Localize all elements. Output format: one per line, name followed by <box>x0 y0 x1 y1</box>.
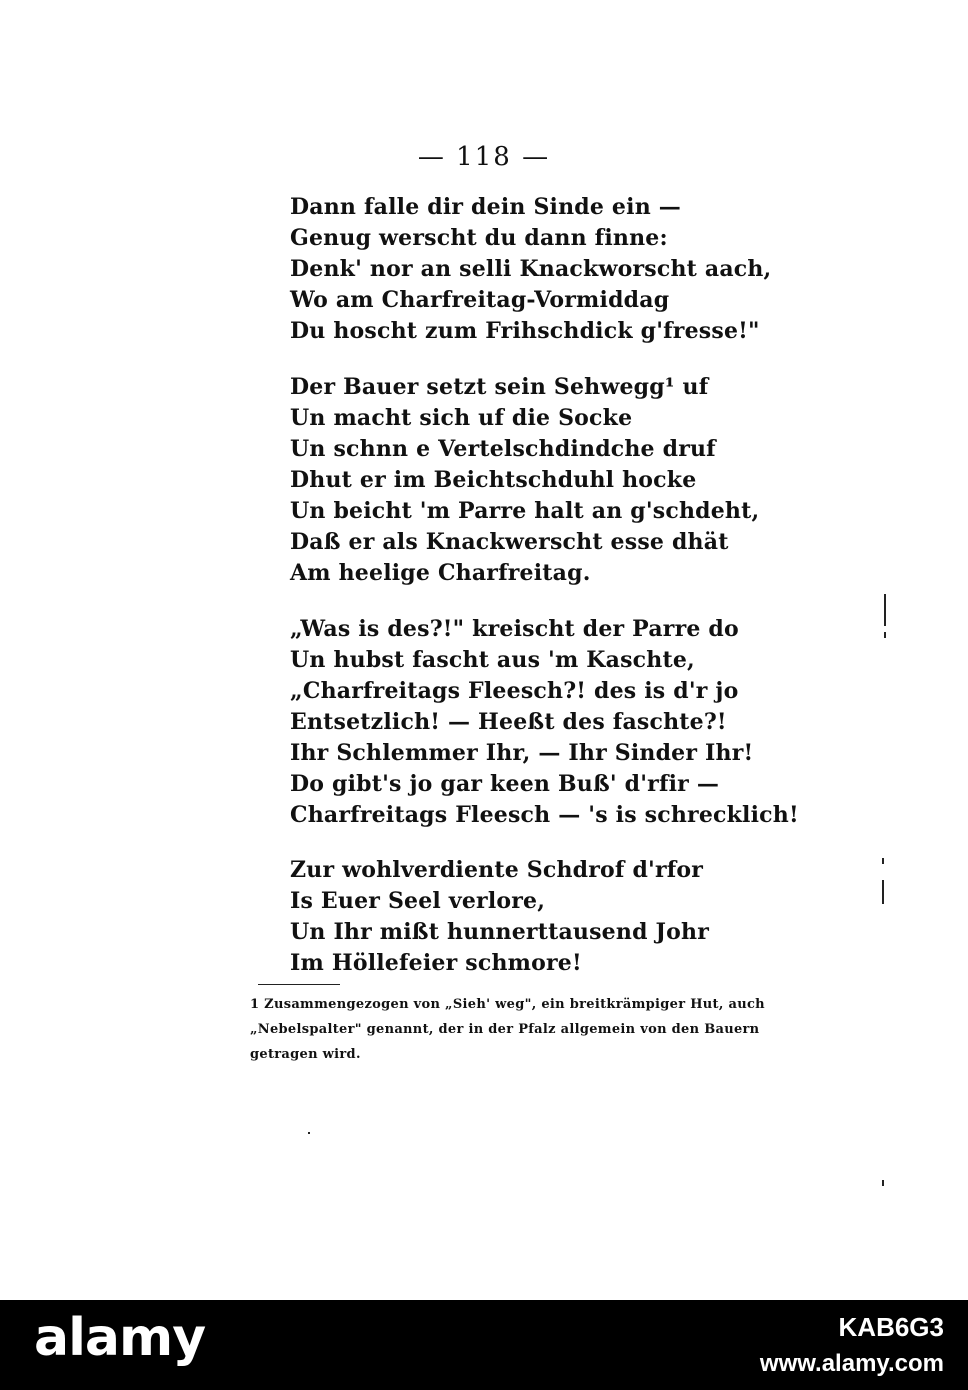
verse-line: Daß er als Knackwerscht esse dhät <box>290 529 729 555</box>
verse-line: Do gibt's jo gar keen Buß' d'rfir — <box>290 771 720 797</box>
verse-line: Genug werscht du dann finne: <box>290 225 668 251</box>
stanza-1 <box>290 192 771 347</box>
verse-line: Un hubst fascht aus 'm Kaschte, <box>290 647 695 673</box>
footnote-line: getragen wird. <box>250 1047 361 1062</box>
verse-line: Am heelige Charfreitag. <box>290 560 591 586</box>
footnote-line: „Nebelspalter" genannt, der in der Pfalz allgemein von den Bauern <box>250 1022 760 1037</box>
page-number: — 118 — <box>417 142 551 172</box>
footnote <box>250 992 768 1067</box>
scan-artifact-mark <box>882 880 884 904</box>
verse-line: Un schnn e Vertelschdindche druf <box>290 436 716 462</box>
verse-line: „Was is des?!" kreischt der Parre do <box>290 616 739 642</box>
verse-line: Un macht sich uf die Socke <box>290 405 633 431</box>
scan-artifact-mark <box>882 1180 884 1186</box>
image-code: KAB6G3 <box>838 1312 944 1342</box>
stanza-2 <box>290 372 759 589</box>
scan-artifact-mark <box>882 858 884 864</box>
verse-line: Im Höllefeier schmore! <box>290 950 582 976</box>
stock-watermark-banner <box>0 1300 968 1390</box>
verse-line: Un Ihr mißt hunnerttausend Johr <box>290 919 709 945</box>
verse-line: Is Euer Seel verlore, <box>290 888 546 914</box>
scan-artifact-dot <box>308 1132 310 1134</box>
verse-line: Ihr Schlemmer Ihr, — Ihr Sinder Ihr! <box>290 740 754 766</box>
verse-line: Wo am Charfreitag-Vormiddag <box>290 287 670 313</box>
scan-artifact-mark <box>884 632 886 638</box>
verse-line: Denk' nor an selli Knackworscht aach, <box>290 256 772 282</box>
verse-line: „Charfreitags Fleesch?! des is d'r jo <box>290 678 739 704</box>
scan-artifact-mark <box>884 594 886 626</box>
verse-line: Dhut er im Beichtschduhl hocke <box>290 467 697 493</box>
footnote-divider <box>258 984 340 985</box>
site-url: www.alamy.com <box>759 1350 944 1377</box>
verse-line: Du hoscht zum Frihschdick g'fresse!" <box>290 318 760 344</box>
stanza-3 <box>290 614 799 831</box>
verse-line: Un beicht 'm Parre halt an g'schdeht, <box>290 498 760 524</box>
footnote-line: 1 Zusammengezogen von „Sieh' weg", ein breitkrämpiger Hut, auch <box>250 997 765 1012</box>
verse-line: Zur wohlverdiente Schdrof d'rfor <box>290 857 704 883</box>
verse-line: Entsetzlich! — Heeßt des faschte?! <box>290 709 727 735</box>
verse-line: Charfreitags Fleesch — 's is schrecklich! <box>290 802 799 828</box>
alamy-logo: alamy <box>34 1308 206 1368</box>
stanza-4 <box>290 855 709 979</box>
verse-line: Dann falle dir dein Sinde ein — <box>290 194 681 220</box>
verse-line: Der Bauer setzt sein Sehwegg¹ uf <box>290 374 709 400</box>
